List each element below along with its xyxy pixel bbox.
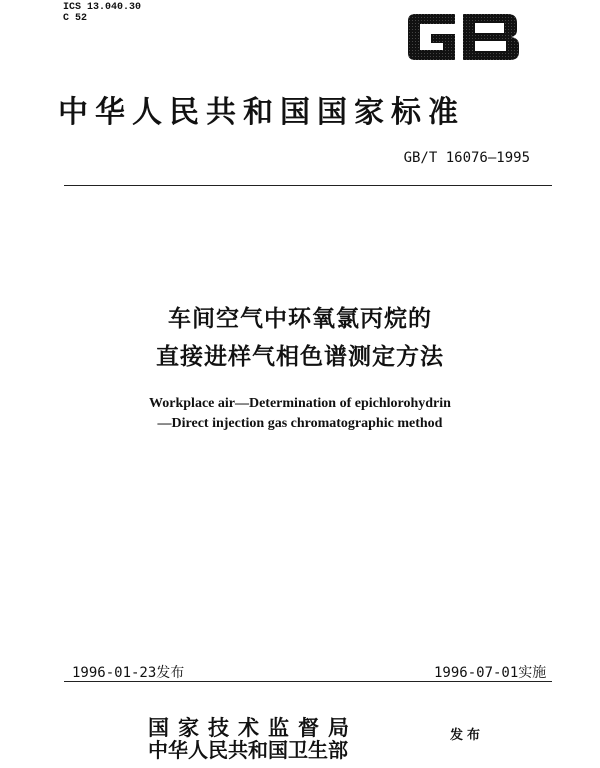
title-en-line1: Workplace air—Determination of epichlorohydrin xyxy=(149,396,451,411)
ccs-code: C 52 xyxy=(63,13,88,24)
ics-code: ICS 13.040.30 xyxy=(63,2,142,13)
standard-category-title: 中华人民共和国国家标准 xyxy=(58,95,465,130)
logo-letter-b xyxy=(463,14,519,60)
gb-logo xyxy=(405,10,523,64)
header-divider xyxy=(64,185,552,186)
footer-divider xyxy=(64,681,552,682)
issue-date: 1996-01-23发布 xyxy=(72,665,185,681)
standard-number: GB/T 16076—1995 xyxy=(403,150,530,166)
title-cn-line1: 车间空气中环氧氯丙烷的 xyxy=(168,306,432,332)
title-cn-line2: 直接进样气相色谱测定方法 xyxy=(156,344,444,370)
classification-codes xyxy=(63,2,141,24)
issuer-line1: 国家技术监督局 xyxy=(148,715,358,740)
title-en-line2: —Direct injection gas chromatographic method xyxy=(157,416,443,431)
implementation-date: 1996-07-01实施 xyxy=(434,665,547,681)
logo-letter-g xyxy=(408,14,455,60)
issuer-line2: 中华人民共和国卫生部 xyxy=(148,738,348,762)
issue-action-label: 发布 xyxy=(450,728,485,743)
